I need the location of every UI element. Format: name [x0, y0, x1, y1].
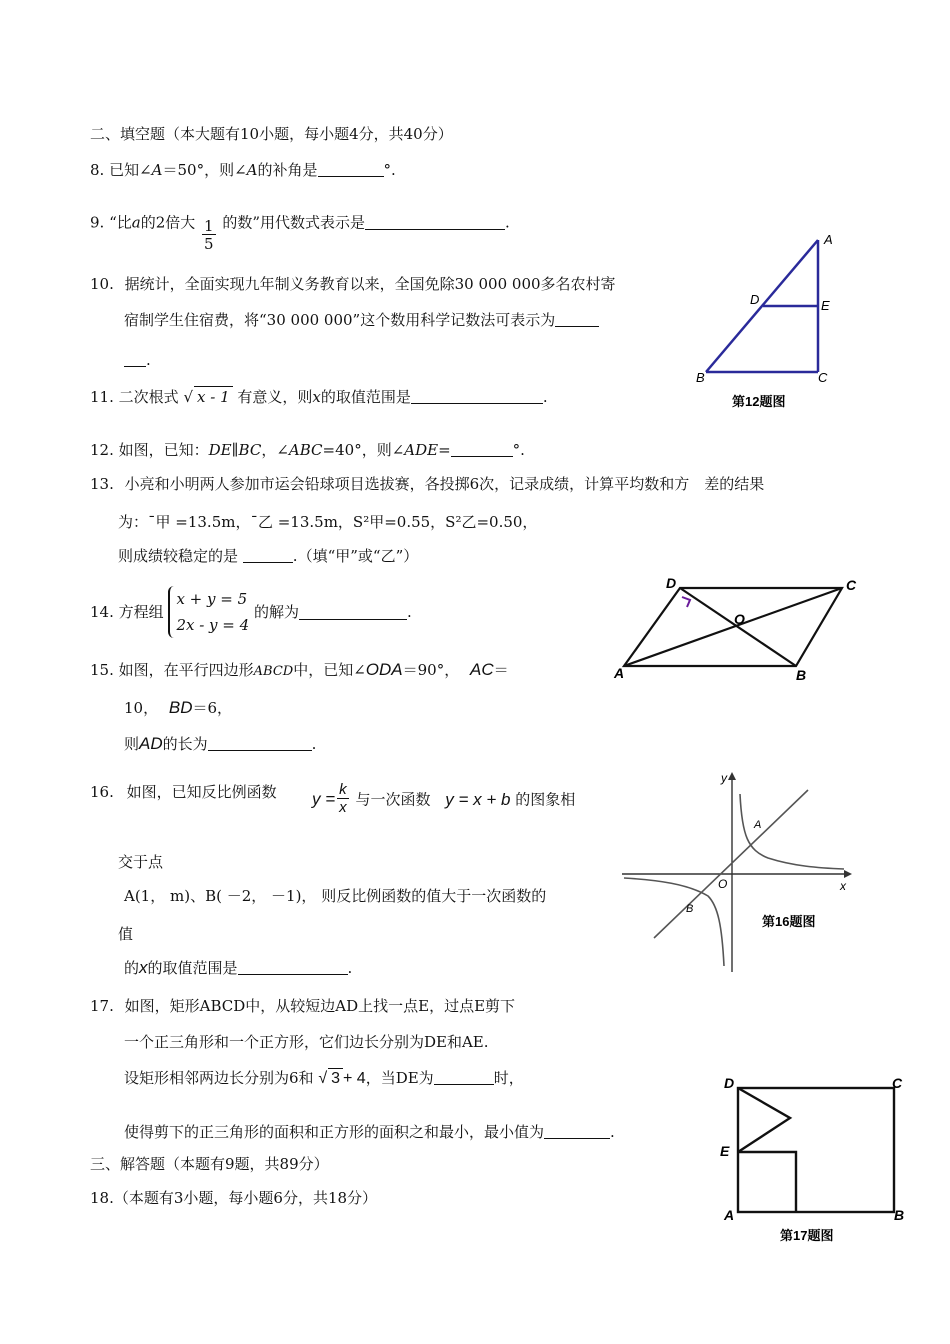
q-text: + 4: [343, 1070, 366, 1087]
var: A: [151, 161, 163, 179]
q-text: 时，: [493, 1069, 524, 1087]
question-13-line3: [118, 546, 418, 566]
question-16-line3: A(1， m)、B( －2， －1)， 则反比例函数的值大于一次函数的: [124, 887, 547, 905]
q-text: ＝90°，: [402, 661, 460, 679]
q-text: .: [406, 603, 412, 621]
q-text: ＝: [493, 661, 509, 679]
answer-blank[interactable]: [318, 162, 384, 177]
question-12: [90, 440, 525, 460]
label-e: E: [720, 1143, 730, 1159]
q-text: ，∠: [261, 441, 289, 459]
var: A: [246, 161, 258, 179]
answer-blank[interactable]: [555, 312, 599, 327]
q-text: 有意义，则: [237, 388, 313, 406]
q-text: 的数”用代数式表示是: [222, 213, 366, 232]
question-16-line4: 值: [118, 925, 134, 943]
label-c: C: [818, 370, 828, 385]
label-a: A: [724, 1207, 735, 1223]
question-16-line5: [124, 958, 352, 978]
q-text: 的: [124, 959, 140, 977]
question-17-line4: [124, 1122, 615, 1142]
label-c: C: [892, 1075, 903, 1091]
figure-12: [690, 226, 850, 416]
q-text: .: [146, 351, 151, 369]
q-text: ，当DE为: [365, 1069, 434, 1087]
answer-blank[interactable]: [365, 215, 505, 230]
answer-blank[interactable]: [434, 1070, 494, 1085]
question-16: [90, 782, 277, 802]
denominator: 5: [204, 235, 214, 253]
q-text: 据统计，全面实现九年制义务教育以来，全国免除30 000 000多名农村寄: [124, 275, 616, 293]
answer-blank[interactable]: [299, 605, 407, 620]
q-num: 13.: [90, 475, 114, 493]
label-e: E: [821, 298, 830, 313]
label-d: D: [750, 292, 760, 307]
q-num: 8.: [90, 161, 105, 179]
q-text: 10，: [124, 699, 159, 717]
q-num: 10.: [90, 275, 114, 293]
var: BD: [168, 698, 193, 717]
q-text: 设矩形相邻两边长分别为6和: [124, 1069, 314, 1087]
label-b: B: [796, 667, 807, 683]
equation: x + y = 5: [176, 590, 248, 608]
var: DE∥BC: [208, 441, 262, 459]
q-text: =40°，则∠: [322, 441, 405, 459]
q-text: 中，已知∠: [293, 661, 366, 679]
question-17-line3: [124, 1068, 524, 1089]
question-14: [90, 586, 412, 638]
question-15-line3: [124, 734, 316, 754]
var: a: [131, 213, 141, 232]
var: x: [312, 388, 321, 406]
right-angle-mark: [682, 597, 690, 607]
numerator: 1: [204, 217, 214, 235]
q-num: 17.: [90, 997, 114, 1015]
q-text: 小亮和小明两人参加市运会铅球项目选拔赛，各投掷6次，记录成绩，计算平均数和方 差的结果: [124, 475, 765, 493]
label-b: B: [696, 370, 705, 385]
label-b: B: [686, 903, 694, 915]
figure-caption: 第12题图: [732, 394, 786, 409]
radical: √ x - 1: [183, 388, 232, 406]
radicand: x - 1: [194, 386, 233, 407]
x-arrow-icon: [844, 870, 852, 878]
question-17: [90, 996, 515, 1016]
label-o: O: [718, 877, 728, 891]
question-13-line2: 为：ˉ甲 =13.5m，ˉ乙 =13.5m，S²甲=0.55，S²乙=0.50，: [118, 513, 538, 531]
q-text: 的图象相: [515, 790, 576, 809]
numerator: k: [339, 781, 347, 798]
q-text: 则: [124, 735, 140, 753]
q-num: 11.: [90, 388, 114, 406]
var: y =: [312, 789, 336, 809]
question-11: [90, 386, 548, 407]
q-text: .: [505, 213, 510, 232]
var: ODA: [365, 660, 403, 679]
q-text: .: [610, 1123, 615, 1141]
label-c: C: [846, 578, 857, 593]
question-13: [90, 474, 764, 494]
label-d: D: [724, 1075, 735, 1091]
question-8: [90, 160, 396, 180]
equilateral-triangle: [738, 1088, 790, 1152]
q-text: 如图，已知反比例函数: [126, 783, 277, 801]
q-text: °.: [512, 441, 525, 459]
label-x: x: [840, 879, 846, 893]
diagonal-ac: [624, 588, 842, 666]
figure-17-svg: [708, 1066, 918, 1246]
q-num: 14.: [90, 603, 114, 621]
figure-15-svg: [610, 578, 870, 688]
q-num: 18.: [90, 1189, 114, 1207]
answer-blank[interactable]: [124, 352, 146, 367]
denominator: x: [339, 799, 347, 816]
label-a: A: [754, 819, 762, 831]
diagonal-bd: [680, 588, 796, 666]
radical: √ 3 + 4: [318, 1070, 366, 1087]
square: [738, 1152, 796, 1212]
figure-16-svg: [618, 766, 858, 976]
q-text: 的取值范围是: [320, 388, 411, 406]
var: AC: [470, 660, 494, 679]
question-18: [90, 1188, 377, 1208]
answer-blank[interactable]: [451, 442, 513, 457]
q-text: 的补角是: [257, 161, 318, 179]
q-text: 如图，已知：: [118, 441, 209, 459]
rectangle-abcd: [738, 1088, 894, 1212]
figure-caption: 第16题图: [762, 914, 816, 929]
var: y = x + b: [445, 789, 511, 809]
q-text: ＝6，: [192, 699, 233, 717]
figure-12-svg: [690, 226, 850, 416]
section-heading-3: 三、解答题（本题有9题，共89分）: [90, 1155, 329, 1173]
section-heading: 二、填空题（本大题有10小题，每小题4分，共40分）: [90, 125, 453, 143]
q-text: 如图，矩形ABCD中，从较短边AD上找一点E，过点E剪下: [124, 997, 516, 1015]
figure-16: [618, 766, 858, 976]
figure-15: [610, 578, 870, 688]
q-text: =: [438, 441, 451, 459]
label-o: O: [734, 611, 745, 627]
fraction: [202, 218, 216, 253]
label-a: A: [614, 665, 625, 681]
q-text: （本题有3小题，每小题6分，共18分）: [113, 1189, 378, 1207]
question-10-line3: [124, 350, 151, 370]
figure-17: [708, 1066, 918, 1246]
question-15-line2: [124, 698, 232, 718]
answer-blank[interactable]: [243, 548, 293, 563]
question-15: [90, 660, 509, 682]
q-text: .: [542, 388, 548, 406]
answer-blank[interactable]: [208, 736, 312, 751]
q-text: 的2倍大: [140, 213, 196, 232]
q-text: 已知∠: [109, 161, 152, 179]
q-text: 使得剪下的正三角形的面积和正方形的面积之和最小，最小值为: [124, 1123, 545, 1141]
label-b: B: [894, 1207, 905, 1223]
q-num: 15.: [90, 661, 114, 679]
question-9: [90, 206, 510, 253]
q-text: .: [311, 735, 317, 753]
fraction: [337, 782, 349, 817]
answer-blank[interactable]: [544, 1124, 610, 1139]
q-text: 则成绩较稳定的是: [118, 547, 239, 565]
label-a: A: [824, 232, 833, 247]
q-text: .: [347, 959, 353, 977]
y-arrow-icon: [728, 772, 736, 780]
q-text: 的解为: [253, 603, 299, 621]
figure-caption: 第17题图: [780, 1228, 834, 1243]
radicand: 3: [328, 1068, 343, 1089]
var: AD: [139, 734, 163, 753]
question-16-line2: 交于点: [118, 853, 164, 871]
q-text: °.: [383, 161, 396, 179]
q-text: 如图，在平行四边形: [118, 661, 254, 679]
var: x: [139, 958, 148, 977]
q-text: “比: [109, 213, 132, 232]
question-10-line2: [124, 310, 599, 330]
hyperbola-branch-2: [624, 878, 724, 966]
answer-blank[interactable]: [411, 389, 543, 404]
equation-system: [168, 586, 249, 638]
question-17-line2: 一个正三角形和一个正方形，它们边长分别为DE和AE.: [124, 1033, 489, 1051]
q-text: 的取值范围是: [147, 959, 238, 977]
q-text: .（填“甲”或“乙”）: [292, 547, 419, 565]
q-text: 的长为: [162, 735, 208, 753]
var: ABCD: [253, 664, 294, 679]
answer-blank[interactable]: [238, 960, 348, 975]
q-text: 宿制学生住宿费，将“30 000 000”这个数用科学记数法可表示为: [124, 311, 556, 329]
q-num: 16.: [90, 783, 114, 801]
label-d: D: [666, 578, 677, 591]
q-text: ＝50°，则∠: [162, 161, 247, 179]
q-text: 与一次函数: [355, 790, 431, 809]
equation: 2x - y = 4: [176, 616, 250, 634]
var: ABC: [288, 441, 323, 459]
var: ADE: [404, 441, 439, 459]
function-expressions: [312, 782, 575, 817]
q-text: 二次根式: [118, 388, 179, 406]
q-text: 方程组: [118, 603, 164, 621]
label-y: y: [721, 771, 727, 785]
q-num: 12.: [90, 441, 114, 459]
question-10: [90, 274, 616, 294]
q-num: 9.: [90, 213, 105, 232]
